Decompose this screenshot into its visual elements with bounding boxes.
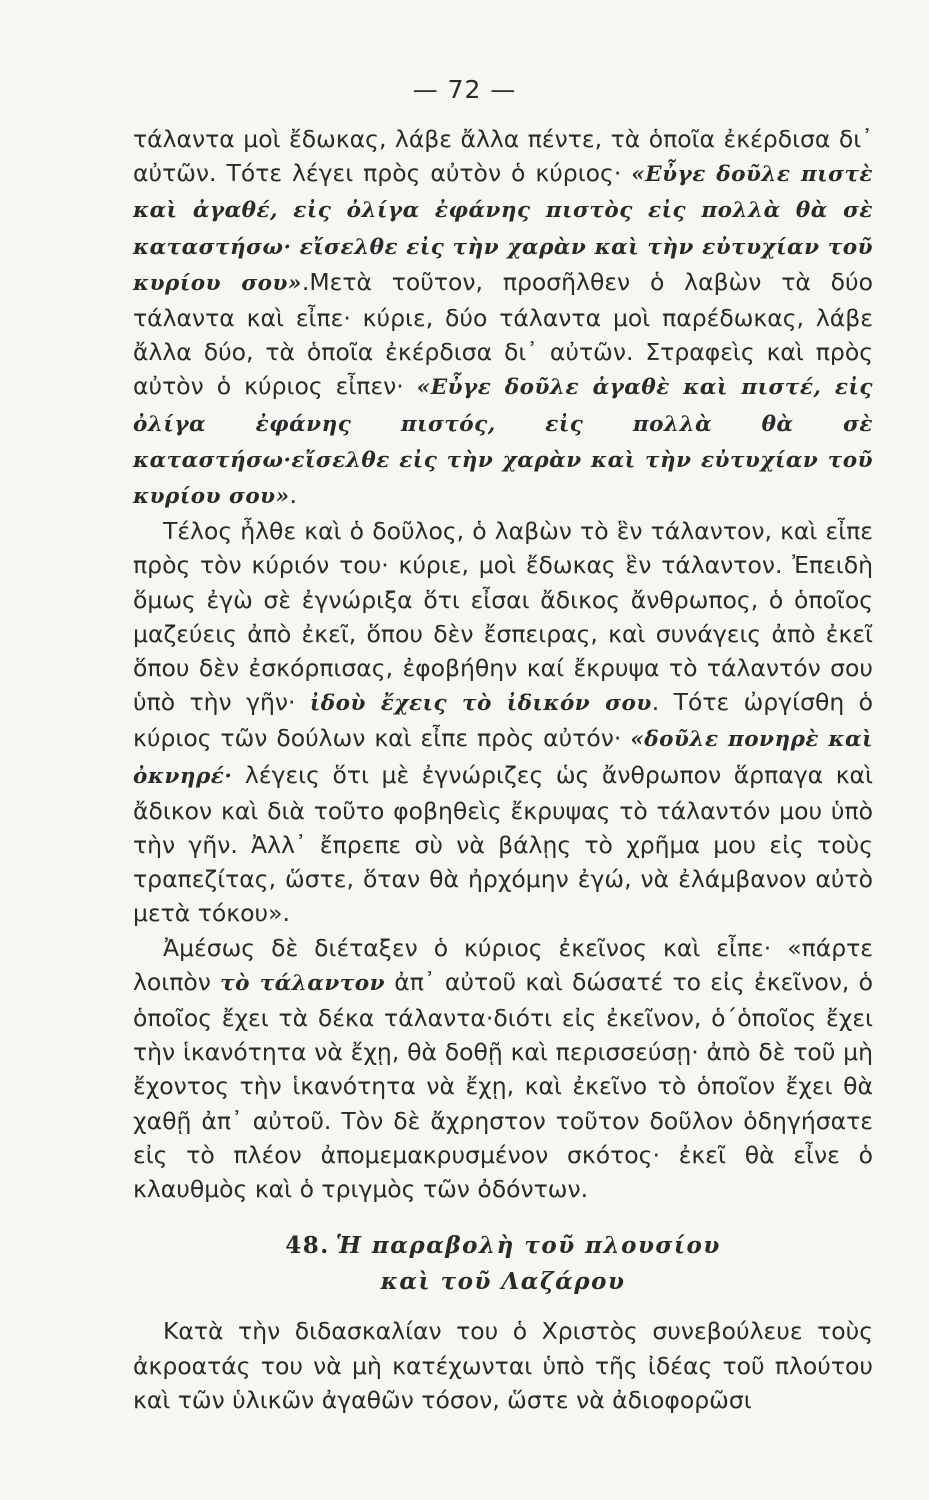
quote-emphasis: ἰδοὺ ἔχεις τὸ ἰδικόν σου bbox=[309, 691, 652, 717]
paragraph-rich-man-intro: Κατὰ τὴν διδασκαλίαν του ὁ Χριστὸς συνεβούλευε τοὺς ἀκροατάς του νὰ μὴ κατέχωνται ὑπὸ τῆς ἰδέας τοῦ πλούτου καὶ τῶν ὑλικῶν ἀγαθῶν τόσον, ὥστε νὰ ἀδιοφορῶσι bbox=[133, 1317, 873, 1414]
quote-emphasis: «Εὖγε δοῦλε πιστὲ καὶ ἀγαθέ, εἰς ὀλίγα ἐφάνης πιστὸς εἰς πολλὰ θὰ σὲ καταστήσω· εἴσελθε εἰς τὴν χαρὰν καὶ τὴν εὐτυχίαν τοῦ κυρίου σου» bbox=[133, 162, 874, 296]
text-run: . bbox=[289, 481, 298, 510]
text-run: Ἀμέσως δὲ διέταξεν ὁ κύριος ἐκεῖνος καὶ εἶπε· «πάρτε λοιπὸν bbox=[133, 933, 873, 996]
text-run: .Μετὰ τοῦτον, προσῆλθεν ὁ λαβὼν τὰ δύο τάλαντα καὶ εἶπε· κύριε, δύο τάλαντα μοὶ παρέδωκας, λάβε ἄλλα δύο, τὰ ὁποῖα ἐκέρδισα δι᾽ αὐτῶν. Στραφεὶς καὶ πρὸς αὐτὸν ὁ κύριος εἶπεν· bbox=[133, 267, 873, 401]
paragraph-talents-five-two bbox=[133, 122, 873, 514]
page-number: — 72 — bbox=[412, 75, 517, 104]
section-number: 48. bbox=[285, 1232, 330, 1260]
section-heading-line-1 bbox=[133, 1228, 873, 1264]
body-text bbox=[133, 122, 873, 1417]
text-run: . Τότε ὠργίσθη ὁ κύριος τῶν δούλων καὶ εἶπε πρὸς αὐτόν· bbox=[133, 688, 874, 753]
paragraph-judgment bbox=[133, 931, 873, 1207]
quote-emphasis: «Εὖγε δοῦλε ἀγαθὲ καὶ πιστέ, εἰς ὀλίγα ἐφάνης πιστός, εἰς πολλὰ θὰ σὲ καταστήσω·εἴσελθε εἰς τὴν χαρὰν καὶ τὴν εὐτυχίαν τοῦ κυρίου σου» bbox=[133, 375, 873, 510]
text-run: ἀπ᾽ αὐτοῦ καὶ δώσατέ το εἰς ἐκεῖνον, ὁ ὁποῖος ἔχει τὰ δέκα τάλαντα·διότι εἰς ἐκεῖνον, ὁ΄ὁποῖος ἔχει τὴν ἱκανότητα νὰ ἔχῃ, θὰ δοθῇ καὶ περισσεύσῃ· ἀπὸ δὲ τοῦ μὴ ἔχοντος τὴν ἱκανότητα νὰ ἔχῃ, καὶ ἐκεῖνο τὸ ὁποῖον ἔχει θὰ χαθῇ ἀπ᾽ αὐτοῦ. Τὸν δὲ ἄχρηστον τοῦτον δοῦλον ὁδηγήσατε εἰς τὸ πλέον ἀπομεμακρυσμένον σκότος· ἐκεῖ θὰ εἶνε ὁ κλαυθμὸς καὶ ὁ τριγμὸς τῶν ὀδόντων. bbox=[133, 967, 873, 1204]
quote-emphasis: τὸ τάλαντον bbox=[220, 970, 386, 996]
paragraph-one-talent bbox=[133, 514, 873, 930]
quote-emphasis: «δοῦλε πονηρὲ καὶ ὀκνηρέ· bbox=[133, 727, 873, 789]
text-run: λέγεις ὅτι μὲ ἐγνώριζες ὡς ἄνθρωπον ἅρπαγα καὶ ἄδικον καὶ διὰ τοῦτο φοβηθεὶς ἔκρυψας τὸ τάλαντόν μου ὑπὸ τὴν γῆν. Ἀλλ᾽ ἔπρεπε σὺ νὰ βάλῃς τὸ χρῆμα μου εἰς τοὺς τραπεζίτας, ὥστε, ὅταν θὰ ἠρχόμην ἐγώ, νὰ ἐλάμβανον αὐτὸ μετὰ τόκου». bbox=[133, 760, 873, 928]
section-title-part-1: Ἡ παραβολὴ τοῦ πλουσίου bbox=[335, 1232, 721, 1260]
section-heading bbox=[133, 1228, 873, 1300]
text-run: τάλαντα μοὶ ἔδωκας, λάβε ἄλλα πέντε, τὰ ὁποῖα ἐκέρδισα δι᾽ αὐτῶν. Τότε λέγει πρὸς αὐτὸν ὁ κύριος· bbox=[133, 125, 873, 188]
text-run: Τέλος ἦλθε καὶ ὁ δοῦλος, ὁ λαβὼν τὸ ἓν τάλαντον, καὶ εἶπε πρὸς τὸν κύριόν του· κύριε, μοὶ ἔδωκας ἓν τάλαντον. Ἐπειδὴ ὅμως ἐγὼ σὲ ἐγνώριξα ὅτι εἶσαι ἄδικος ἄνθρωπος, ὁ ὁποῖος μαζεύεις ἀπὸ ἐκεῖ, ὅπου δὲν ἔσπειρας, καὶ συνάγεις ἀπὸ ἐκεῖ ὅπου δὲν ἐσκόρπισας, ἐφοβήθην καί ἔκρυψα τὸ τάλαντόν σου ὑπὸ τὴν γῆν· bbox=[133, 517, 873, 717]
section-title-part-2: καὶ τοῦ Λαζάρου bbox=[380, 1268, 626, 1296]
